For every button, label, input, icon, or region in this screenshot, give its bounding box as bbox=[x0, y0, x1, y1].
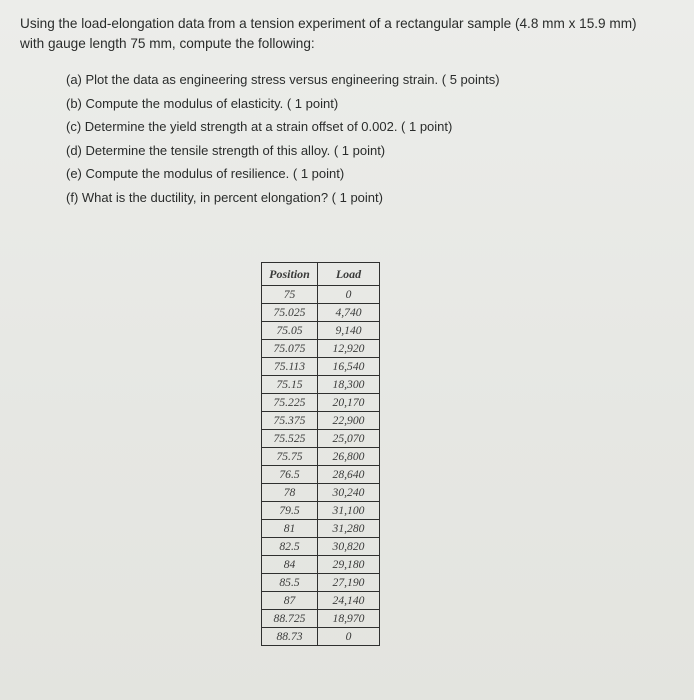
question-e: (e) Compute the modulus of resilience. ( 1 point) bbox=[66, 166, 345, 182]
position-cell: 78 bbox=[262, 484, 318, 502]
position-cell: 76.5 bbox=[262, 466, 318, 484]
load-cell: 12,920 bbox=[318, 340, 380, 358]
table-row bbox=[262, 376, 380, 394]
question-c: (c) Determine the yield strength at a strain offset of 0.002. ( 1 point) bbox=[66, 119, 453, 135]
load-cell: 28,640 bbox=[318, 466, 380, 484]
question-d: (d) Determine the tensile strength of this alloy. ( 1 point) bbox=[66, 142, 386, 158]
header-position: Position bbox=[262, 263, 318, 286]
table-row bbox=[262, 466, 380, 484]
load-cell: 20,170 bbox=[318, 394, 380, 412]
position-cell: 82.5 bbox=[262, 538, 318, 556]
load-cell: 24,140 bbox=[318, 592, 380, 610]
load-cell: 31,100 bbox=[318, 502, 380, 520]
table-row bbox=[262, 556, 380, 574]
position-cell: 75.75 bbox=[262, 448, 318, 466]
table-row bbox=[262, 628, 380, 646]
load-cell: 27,190 bbox=[318, 574, 380, 592]
position-cell: 84 bbox=[262, 556, 318, 574]
load-cell: 9,140 bbox=[318, 322, 380, 340]
table-row bbox=[262, 502, 380, 520]
table-row bbox=[262, 520, 380, 538]
load-cell: 31,280 bbox=[318, 520, 380, 538]
position-cell: 79.5 bbox=[262, 502, 318, 520]
position-cell: 88.73 bbox=[262, 628, 318, 646]
load-cell: 18,300 bbox=[318, 376, 380, 394]
load-cell: 16,540 bbox=[318, 358, 380, 376]
position-cell: 81 bbox=[262, 520, 318, 538]
question-b: (b) Compute the modulus of elasticity. ( 1 point) bbox=[66, 95, 339, 111]
position-cell: 75.375 bbox=[262, 412, 318, 430]
position-cell: 75.05 bbox=[262, 322, 318, 340]
table-row bbox=[262, 448, 380, 466]
load-elongation-table bbox=[261, 262, 380, 646]
problem-statement bbox=[20, 14, 680, 54]
position-cell: 87 bbox=[262, 592, 318, 610]
question-list bbox=[66, 71, 500, 213]
table-header-row bbox=[262, 263, 380, 286]
data-table-container bbox=[261, 262, 380, 646]
position-cell: 75.113 bbox=[262, 358, 318, 376]
position-cell: 75.225 bbox=[262, 394, 318, 412]
position-cell: 88.725 bbox=[262, 610, 318, 628]
position-cell: 75.525 bbox=[262, 430, 318, 448]
position-cell: 75 bbox=[262, 286, 318, 304]
load-cell: 18,970 bbox=[318, 610, 380, 628]
table-row bbox=[262, 538, 380, 556]
intro-line-2: with gauge length 75 mm, compute the following: bbox=[20, 36, 315, 51]
table-row bbox=[262, 340, 380, 358]
table-row bbox=[262, 484, 380, 502]
table-body bbox=[262, 286, 380, 646]
table-row bbox=[262, 610, 380, 628]
load-cell: 4,740 bbox=[318, 304, 380, 322]
table-row bbox=[262, 322, 380, 340]
load-cell: 26,800 bbox=[318, 448, 380, 466]
position-cell: 85.5 bbox=[262, 574, 318, 592]
table-row bbox=[262, 592, 380, 610]
table-row bbox=[262, 394, 380, 412]
question-a: (a) Plot the data as engineering stress versus engineering strain. ( 5 points) bbox=[66, 72, 500, 87]
load-cell: 22,900 bbox=[318, 412, 380, 430]
position-cell: 75.025 bbox=[262, 304, 318, 322]
load-cell: 30,240 bbox=[318, 484, 380, 502]
intro-line-1: Using the load-elongation data from a tension experiment of a rectangular sample (4.8 mm x 15.9 mm) bbox=[20, 16, 637, 31]
position-cell: 75.15 bbox=[262, 376, 318, 394]
load-cell: 25,070 bbox=[318, 430, 380, 448]
load-cell: 29,180 bbox=[318, 556, 380, 574]
table-row bbox=[262, 358, 380, 376]
table-row bbox=[262, 304, 380, 322]
table-row bbox=[262, 574, 380, 592]
position-cell: 75.075 bbox=[262, 340, 318, 358]
question-f: (f) What is the ductility, in percent elongation? ( 1 point) bbox=[66, 189, 383, 205]
header-load: Load bbox=[318, 263, 380, 286]
table-row bbox=[262, 412, 380, 430]
load-cell: 30,820 bbox=[318, 538, 380, 556]
table-row bbox=[262, 430, 380, 448]
load-cell: 0 bbox=[318, 286, 380, 304]
load-cell: 0 bbox=[318, 628, 380, 646]
table-row bbox=[262, 286, 380, 304]
